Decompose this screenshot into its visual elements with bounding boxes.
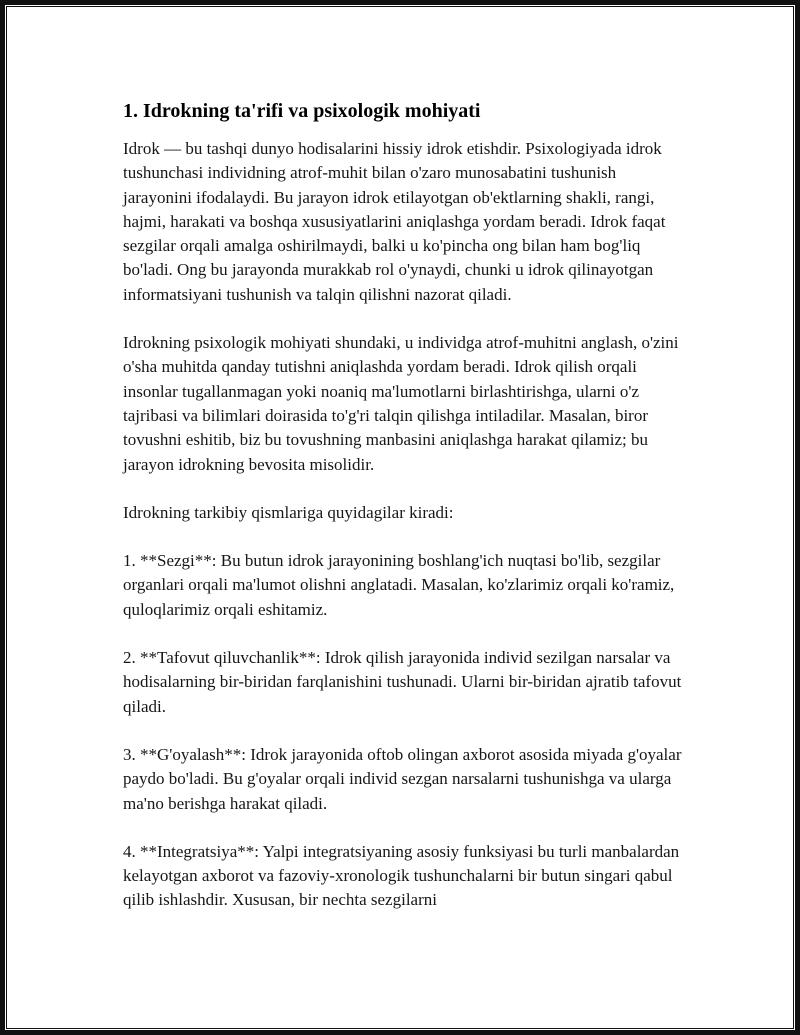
list-item-ideation: 3. **G'oyalash**: Idrok jarayonida oftob olingan axborot asosida miyada g'oyalar paydo bo'ladi. Bu g'oyalar orqali individ sezgan narsalarni tushunishga va ularga ma'no berishga harakat qiladi. xyxy=(123,744,682,813)
document-body xyxy=(123,97,685,913)
paragraph-essence: Idrokning psixologik mohiyati shundaki, u individga atrof-muhitni anglash, o'zini o'sha muhitda qanday tutishni aniqlashda yordam beradi. Idrok qilish orqali insonlar tugallanmagan yoki noaniq ma'lumotlarni birlashtirishga, ularni o'z tajribasi va bilimlari doirasida to'g'ri talqin qilishga intiladilar. Masalan, biror tovushni eshitib, biz bu tovushning manbasini aniqlashga harakat qilamiz; bu jarayon idrokning bevosita misolidir. xyxy=(123,333,679,474)
paragraph-components-intro: Idrokning tarkibiy qismlariga quyidagilar kiradi: xyxy=(123,502,454,522)
list-item-differentiation: 2. **Tafovut qiluvchanlik**: Idrok qilish jarayonida individ sezilgan narsalar va hodisalarning bir-biridan farqlanishini tushunadi. Ularni bir-biridan ajratib tafovut qiladi. xyxy=(123,648,682,716)
section-heading: 1. Idrokning ta'rifi va psixologik mohiyati xyxy=(123,100,481,122)
list-item-integration: 4. **Integratsiya**: Yalpi integratsiyaning asosiy funksiyasi bu turli manbalardan kelayotgan axborot va fazoviy-xronologik tushunchalarni bir butun singari qabul qilib ishlashdir. Xususan, bir nechta sezgilarni xyxy=(123,841,680,910)
paragraph-definition: Idrok — bu tashqi dunyo hodisalarini hissiy idrok etishdir. Psixologiyada idrok tushunchasi individning atrof-muhit bilan o'zaro munosabatini tushunish jarayonini ifodalaydi. Bu jarayon idrok etilayotgan ob'ektlarning shakli, rangi, hajmi, harakati va boshqa xususiyatlarini aniqlashga yordam beradi. Idrok faqat sezgilar orqali amalga oshirilmaydi, balki u ko'pincha ong bilan ham bog'liq bo'ladi. Ong bu jarayonda murakkab rol o'ynaydi, chunki u idrok qilinayotgan informatsiyani tushunish va talqin qilishni nazorat qiladi. xyxy=(123,139,666,304)
list-item-sensation: 1. **Sezgi**: Bu butun idrok jarayonining boshlang'ich nuqtasi bo'lib, sezgilar organlari orqali ma'lumot olishni anglatadi. Masalan, ko'zlarimiz orqali ko'ramiz, quloqlarimiz orqali eshitamiz. xyxy=(123,551,675,619)
